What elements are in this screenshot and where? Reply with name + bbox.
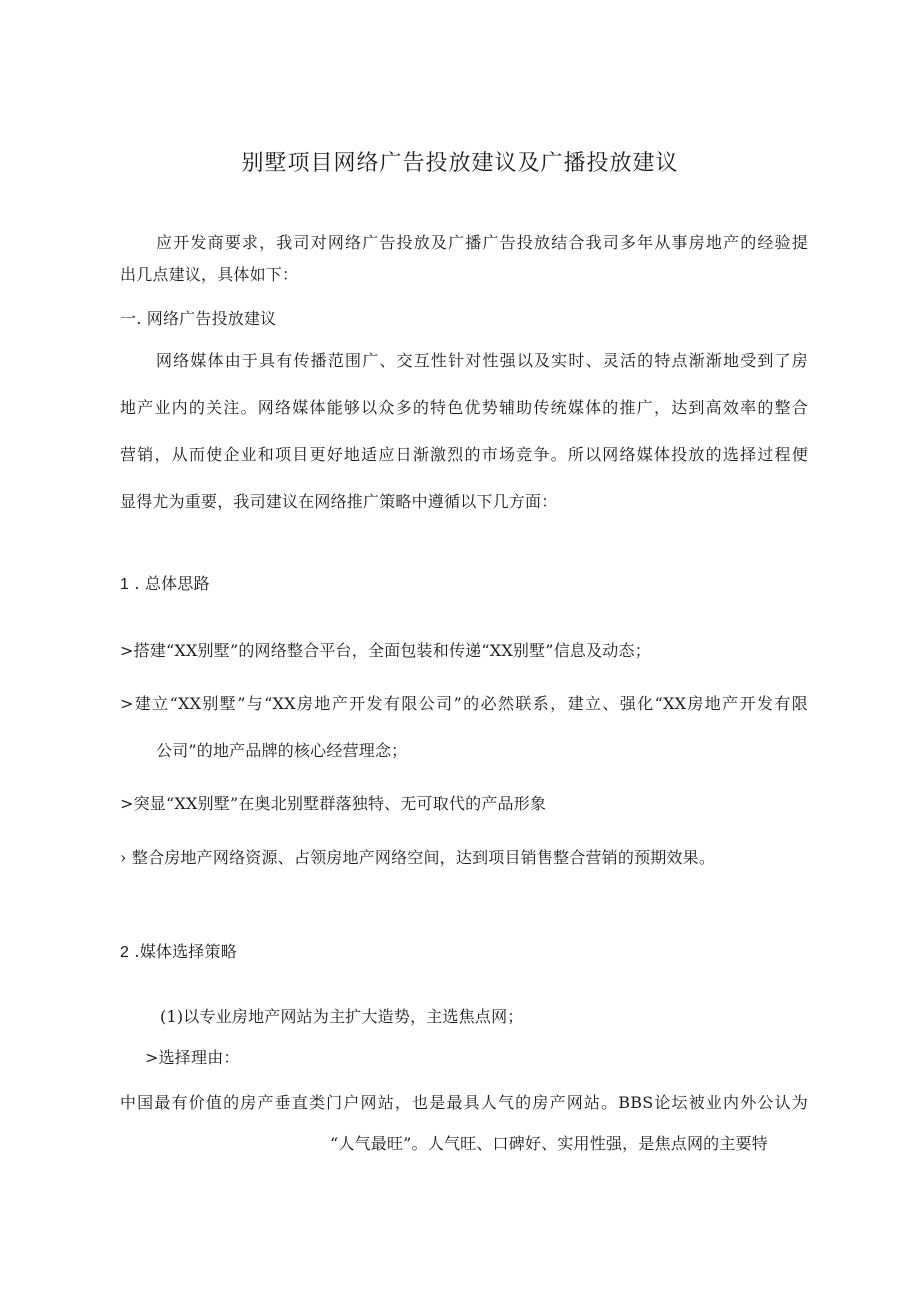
bullet-2-line-1: >建立“XX别墅”与“XX房地产开发有限公司”的必然联系，建立、强化“XX房地产开发有限 xyxy=(120,694,808,713)
bullet-3: >突显“XX别墅”在奥北别墅群落独特、无可取代的产品形象 xyxy=(120,794,547,813)
intro-line-2: 出几点建议，具体如下： xyxy=(120,265,299,284)
document-title: 别墅项目网络广告投放建议及广播投放建议 xyxy=(241,151,679,176)
subsection-2-number: 2 xyxy=(120,944,130,961)
subsection-2-heading xyxy=(120,941,237,964)
section-1-para-line-1: 网络媒体由于具有传播范围广、交互性针对性强以及实时、灵活的特点渐渐地受到了房 xyxy=(156,351,808,370)
intro-line-1: 应开发商要求，我司对网络广告投放及广播广告投放结合我司多年从事房地产的经验提 xyxy=(156,233,808,252)
section-1-para-line-4: 显得尤为重要，我司建议在网络推广策略中遵循以下几方面： xyxy=(120,492,558,511)
reason-line-1: 中国最有价值的房产垂直类门户网站，也是最具人气的房产网站。BBS论坛被业内外公认为 xyxy=(120,1093,808,1112)
section-1-para-line-3: 营销，从而使企业和项目更好地适应日渐激烈的市场竞争。所以网络媒体投放的选择过程便 xyxy=(120,445,808,464)
subsection-2-title: .媒体选择策略 xyxy=(134,942,237,961)
strategy-item-1: (1)以专业房地产网站为主扩大造势，主选焦点网； xyxy=(160,1007,524,1026)
reason-line-2: “人气最旺”。人气旺、口碑好、实用性强，是焦点网的主要特 xyxy=(330,1134,768,1153)
subsection-1-number: 1 xyxy=(120,576,130,593)
section-1-heading: 一. 网络广告投放建议 xyxy=(120,309,277,328)
reason-label: >选择理由： xyxy=(145,1048,240,1067)
bullet-4: › 整合房地产网络资源、占领房地产网络空间，达到项目销售整合营销的预期效果。 xyxy=(120,848,716,867)
bullet-2-line-2: 公司”的地产品牌的核心经营理念； xyxy=(156,741,408,760)
section-1-para-line-2: 地产业内的关注。网络媒体能够以众多的特色优势辅助传统媒体的推广，达到高效率的整合 xyxy=(120,398,808,417)
subsection-1-title: . 总体思路 xyxy=(134,574,210,593)
bullet-1: >搭建“XX别墅”的网络整合平台，全面包装和传递“XX别墅”信息及动态； xyxy=(120,641,651,660)
subsection-1-heading xyxy=(120,573,210,596)
